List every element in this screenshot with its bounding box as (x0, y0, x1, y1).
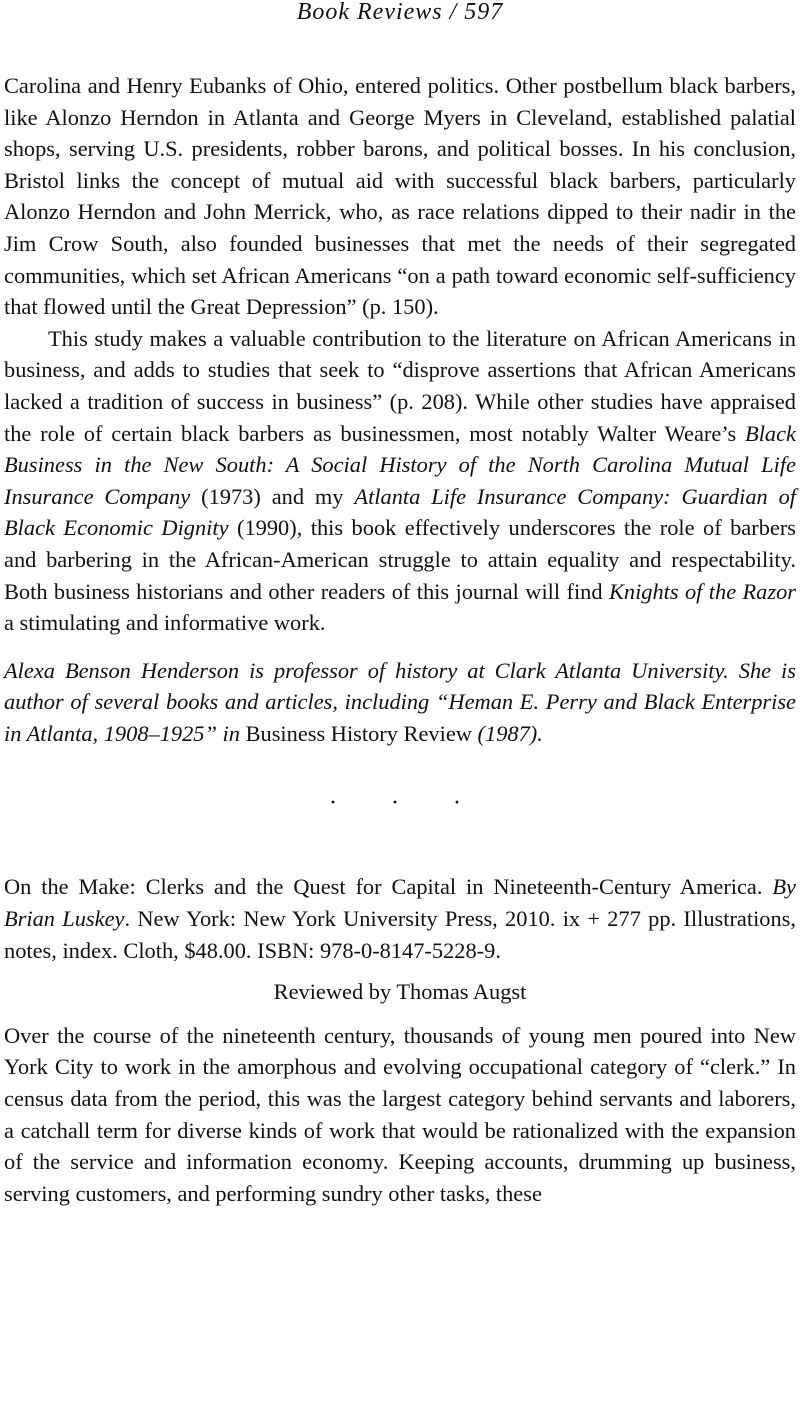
book-title-knights-of-the-razor: Knights of the Razor (608, 578, 797, 604)
bio-text: Alexa Benson Henderson is professor of history at Clark Atlanta University. She is author of several books and articles, including “Heman E. Perry and Black Enterprise in Atlanta, 1908–1925” in (4, 657, 796, 746)
paragraph-text: (1973) and my (190, 483, 355, 509)
running-head: Book Reviews / 597 (296, 0, 504, 25)
reviewer-line: Reviewed by Thomas Augst (273, 979, 527, 1005)
paragraph-text: a stimulating and informative work. (4, 610, 326, 636)
publication-details: . New York: New York University Press, 2010. ix + 277 pp. Illustrations, notes, index. Cloth, $48.00. ISBN: 978-0-8147-5228-9. (4, 906, 796, 963)
bio-text: (1987). (471, 720, 543, 746)
review-paragraph-continued: Carolina and Henry Eubanks of Ohio, entered politics. Other postbellum black barbers, like Alonzo Herndon in Atlanta and George Myers in Cleveland, established palatial shops, serving U.S. presidents, robber barons, and political bosses. In his conclusion, Bristol links the concept of mutual aid with successful black barbers, particularly Alonzo Herndon and John Merrick, who, as race relations dipped to their nadir in the Jim Crow South, also founded businesses that met the needs of their segregated communities, which set African Americans “on a path toward economic self-sufficiency that flowed until the Great Depression” (p. 150). (4, 73, 796, 320)
book-title-atlanta-life: Atlanta Life Insurance Company: Guardian of Black Economic Dignity (4, 483, 797, 541)
review-body-paragraph: Over the course of the nineteenth century, thousands of young men poured into New York City to work in the amorphous and evolving occupational category of “clerk.” In census data from the period, this was the largest category behind servants and laborers, a catchall term for diverse kinds of work that would be rationalized with the expansion of the service and information economy. Keeping accounts, drumming up business, serving customers, and performing sundry other tasks, these (4, 1022, 796, 1206)
reviewer-bio (4, 655, 796, 750)
review-paragraph-conclusion (4, 323, 796, 639)
journal-page (4, 0, 796, 1209)
book-author: By Brian Luskey (4, 874, 796, 932)
paragraph-text: This study makes a valuable contribution to the literature on African Americans in business, and adds to studies that seek to “disprove assertions that African Americans lacked a tradition of success in business” (p. 208). While other studies have appraised the role of certain black barbers as businessmen, most notably Walter Weare’s (4, 325, 796, 446)
journal-name: Business History Review (245, 720, 472, 746)
book-title: On the Make: Clerks and the Quest for Capital in Nineteenth-Century America. (4, 874, 763, 900)
section-separator: · · · (329, 790, 485, 817)
book-title-black-business: Black Business in the New South: A Social History of the North Carolina Mutual Life Insurance Company (4, 420, 796, 509)
paragraph-text: (1990), this book effectively underscores the role of barbers and barbering in the African-American struggle to attain equality and respectability. Both business historians and other readers of this journal will find (4, 515, 796, 604)
book-citation (4, 871, 796, 966)
